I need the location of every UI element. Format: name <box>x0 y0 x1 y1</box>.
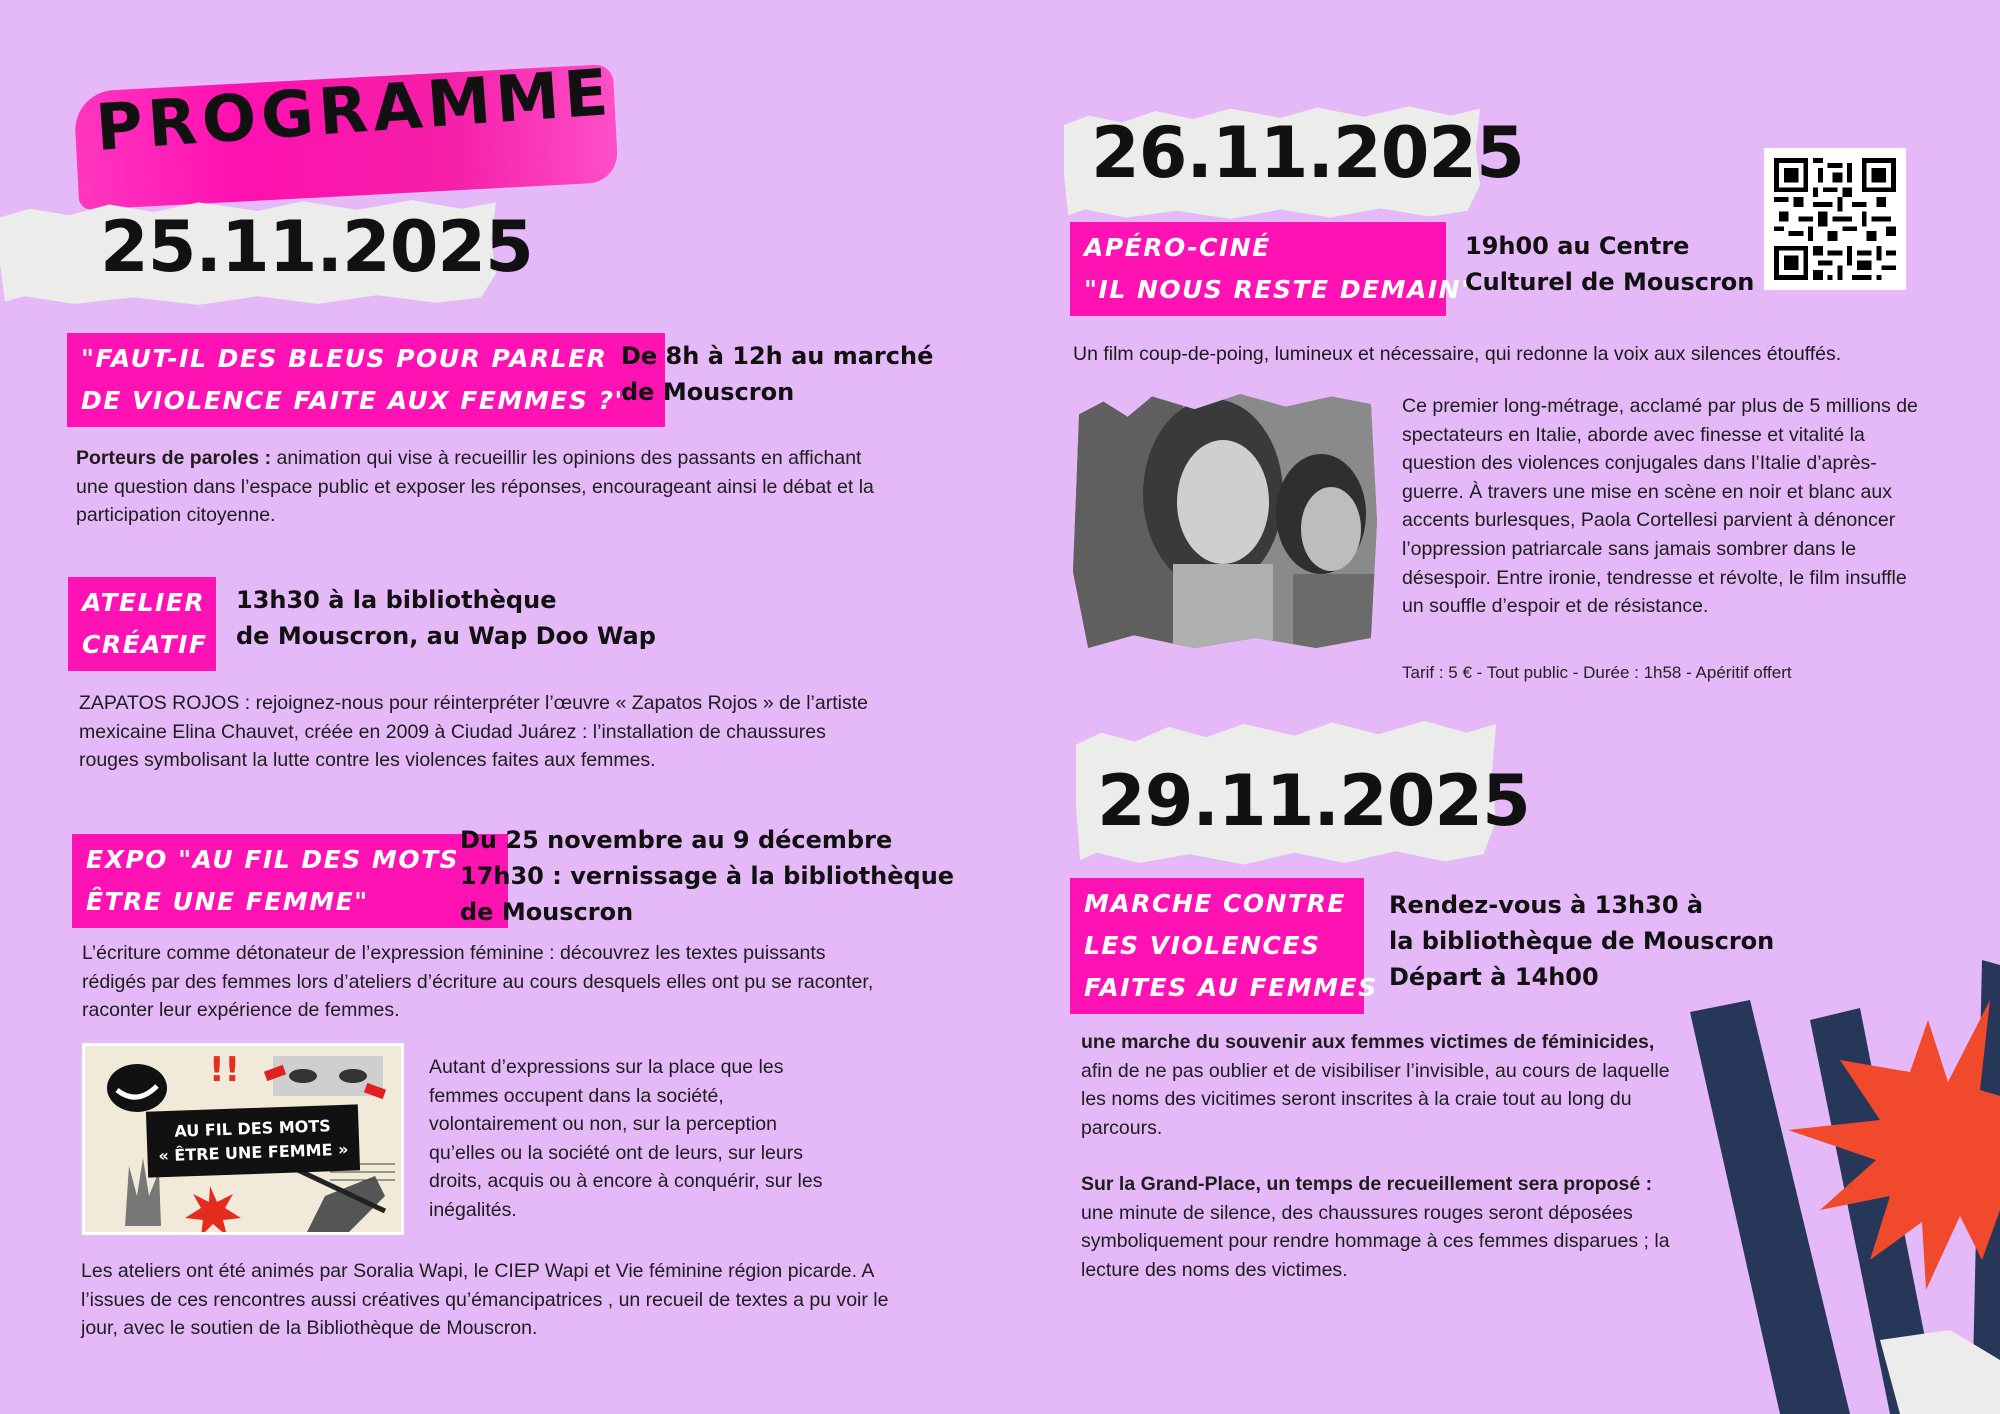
expo-poster-image <box>82 1043 404 1235</box>
poster-line: « ÊTRE UNE FEMME » <box>158 1139 349 1166</box>
info-line: 19h00 au Centre <box>1465 232 1690 260</box>
info-line: Culturel de Mouscron <box>1465 268 1755 296</box>
poster-line: AU FIL DES MOTS <box>174 1116 332 1141</box>
date-25-11: 25.11.2025 <box>100 206 533 288</box>
desc-text: animation qui vise à recueillir les opinions des passants en affichant une question dans l’espace public et exposer les réponses, encourageant ainsi le débat et la participation citoyenne. <box>76 447 874 527</box>
film-tagline: Un film coup-de-poing, lumineux et nécessaire, qui redonne la voix aux silences étouffés. <box>1073 343 1842 365</box>
tag-line: EXPO "AU FIL DES MOTS <box>86 845 460 874</box>
desc-bold: Sur la Grand-Place, un temps de recueillement sera proposé : <box>1081 1173 1653 1195</box>
info-line: Du 25 novembre au 9 décembre <box>460 826 893 854</box>
info-line: la bibliothèque de Mouscron <box>1389 927 1775 955</box>
date-29-11: 29.11.2025 <box>1097 760 1530 842</box>
event-desc-3a: L’écriture comme détonateur de l’expression féminine : découvrez les textes puissants rédigés par des femmes lors d’ateliers d’écriture au cours desquels elles ont pu se raconter, raconter leur expérience de femmes. <box>82 942 874 1022</box>
desc-bold: Porteurs de paroles : <box>76 447 272 469</box>
event-desc-3b: Autant d’expressions sur la place que les femmes occupent dans la société, volontairement ou non, sur la perception qu’elles ou la société ont de leurs, sur leurs droits, acquis ou à encore à conquérir, sur les inégalités. <box>429 1056 823 1221</box>
info-line: 17h30 : vernissage à la bibliothèque <box>460 862 955 890</box>
expo-poster-label <box>146 1104 360 1177</box>
tag-line: FAITES AU FEMMES <box>1084 973 1378 1002</box>
expo-poster-marks: !! <box>209 1050 241 1090</box>
event-desc-3c: Les ateliers ont été animés par Soralia Wapi, le CIEP Wapi et Vie féminine région picarde. A l’issues de ces rencontres aussi créatives qu’émancipatrices , un recueil de textes a pu voir le jour, avec le soutien de la Bibliothèque de Mouscron. <box>81 1260 889 1340</box>
tag-line: MARCHE CONTRE <box>1084 889 1346 918</box>
decorative-shapes <box>1690 960 2000 1414</box>
tag-line: ATELIER <box>82 588 206 617</box>
desc-text: une minute de silence, des chaussures rouges seront déposées symboliquement pour rendre hommage à ces femmes disparues ; la lecture des noms des victimes. <box>1081 1201 1670 1281</box>
qr-code[interactable] <box>1764 148 1906 290</box>
event-info-2 <box>236 582 656 654</box>
event-tag-expo-au-fil-des-mots <box>72 834 508 928</box>
info-line: 13h30 à la bibliothèque <box>236 586 557 614</box>
info-line: de Mouscron <box>460 898 634 926</box>
date-26-11: 26.11.2025 <box>1091 112 1524 194</box>
tag-line: "FAUT-IL DES BLEUS POUR PARLER <box>81 344 608 373</box>
film-tarif: Tarif : 5 € - Tout public - Durée : 1h58 - Apéritif offert <box>1402 663 1792 682</box>
info-line: De 8h à 12h au marché <box>621 342 934 370</box>
tag-line: CRÉATIF <box>82 630 208 659</box>
film-still-photo <box>1073 394 1377 648</box>
info-line: de Mouscron, au Wap Doo Wap <box>236 622 656 650</box>
event-tag-apero-cine <box>1070 222 1476 316</box>
event-tag-atelier-creatif <box>68 577 216 671</box>
tag-line: LES VIOLENCES <box>1084 931 1321 960</box>
tag-line: ÊTRE UNE FEMME" <box>86 887 369 916</box>
desc-text: afin de ne pas oublier et de visibiliser l’invisible, au cours de laquelle les noms des vicitimes seront inscrites à la craie tout au long du parcours. <box>1081 1059 1670 1139</box>
event-desc-2: ZAPATOS ROJOS : rejoignez-nous pour réinterpréter l’œuvre « Zapatos Rojos » de l’artiste mexicaine Elina Chauvet, créée en 2009 à Ciudad Juárez : l’installation de chaussures rouges symbolisant la lutte contre les violences faites aux femmes. <box>79 692 868 772</box>
event-desc-1 <box>76 444 876 530</box>
desc-bold: une marche du souvenir aux femmes victimes de féminicides, <box>1081 1031 1655 1053</box>
film-still-art <box>1073 394 1377 648</box>
tag-line: "IL NOUS RESTE DEMAIN" <box>1084 275 1476 304</box>
page-title: PROGRAMME <box>93 55 616 166</box>
event-tag-porteurs-de-paroles <box>67 333 665 427</box>
info-line: de Mouscron <box>621 378 795 406</box>
marche-desc-1 <box>1081 1028 1681 1142</box>
film-description: Ce premier long-métrage, acclamé par plus de 5 millions de spectateurs en Italie, aborde avec finesse et vitalité la question des violences conjugales dans l’Italie d’après-guerre. À travers une mise en scène en noir et blanc aux accents burlesques, Paola Cortellesi parvient à dénoncer l’oppression patriarcale sans jamais sombrer dans le désespoir. Entre ironie, tendresse et révolte, le film insuffle un souffle d’espoir et de résistance. <box>1402 395 1918 618</box>
event-info-3 <box>460 822 954 930</box>
tag-line: DE VIOLENCE FAITE AUX FEMMES ?" <box>81 386 630 415</box>
event-info-1 <box>621 338 933 410</box>
qr-code-pattern <box>1774 158 1896 280</box>
event-info-4 <box>1465 228 1754 300</box>
marche-desc-2 <box>1081 1170 1681 1284</box>
info-line: Rendez-vous à 13h30 à <box>1389 891 1704 919</box>
event-tag-marche <box>1070 878 1378 1014</box>
tag-line: APÉRO-CINÉ <box>1084 233 1271 262</box>
info-line: Départ à 14h00 <box>1389 963 1599 991</box>
